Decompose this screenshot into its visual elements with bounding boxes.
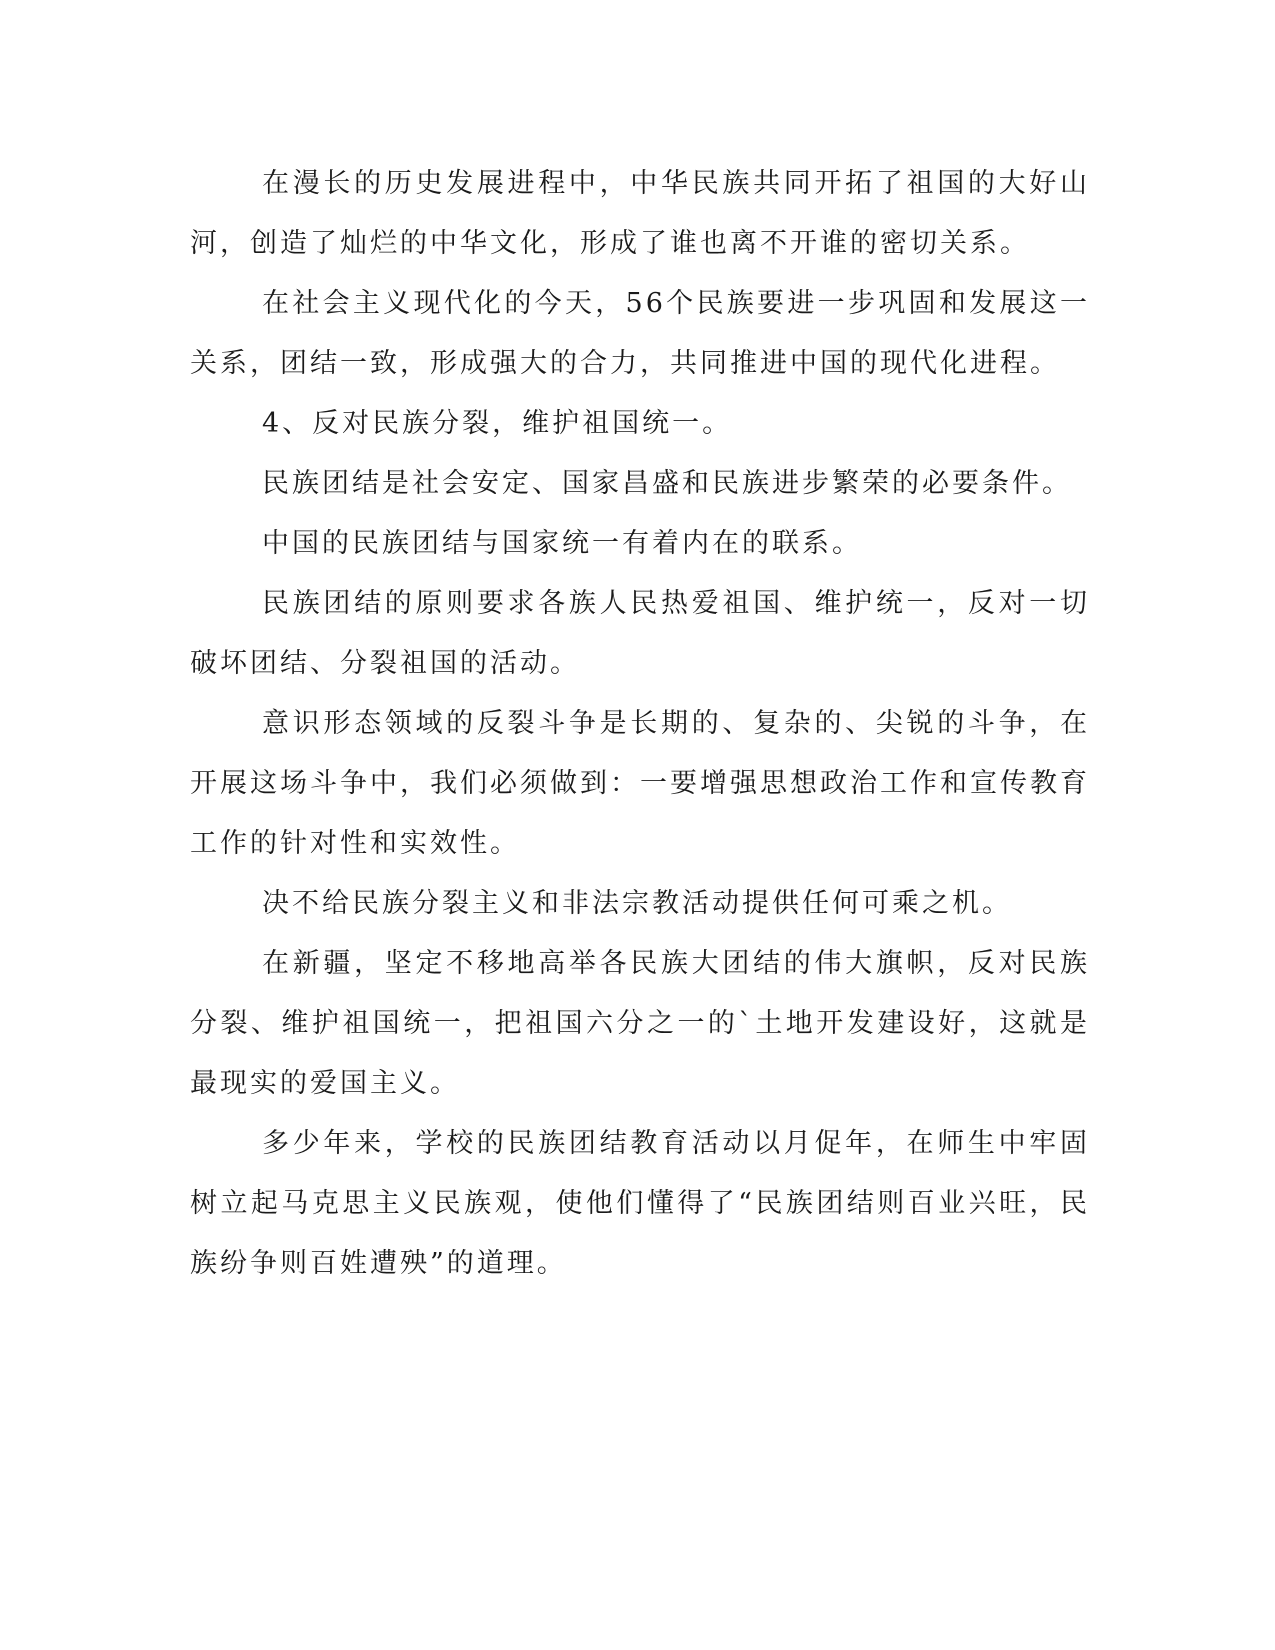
paragraph: 意识形态领域的反裂斗争是长期的、复杂的、尖锐的斗争，在开展这场斗争中，我们必须做到：一要增强思想政治工作和宣传教育工作的针对性和实效性。 bbox=[190, 708, 1090, 859]
paragraph: 民族团结是社会安定、国家昌盛和民族进步繁荣的必要条件。 bbox=[262, 468, 1072, 499]
paragraph: 4、反对民族分裂，维护祖国统一。 bbox=[262, 408, 733, 439]
document-body bbox=[190, 154, 1090, 1294]
paragraph: 在漫长的历史发展进程中，中华民族共同开拓了祖国的大好山河，创造了灿烂的中华文化，形成了谁也离不开谁的密切关系。 bbox=[190, 168, 1090, 259]
paragraph: 决不给民族分裂主义和非法宗教活动提供任何可乘之机。 bbox=[262, 888, 1012, 919]
paragraph: 在社会主义现代化的今天，56个民族要进一步巩固和发展这一关系，团结一致，形成强大的合力，共同推进中国的现代化进程。 bbox=[190, 288, 1090, 379]
paragraph: 中国的民族团结与国家统一有着内在的联系。 bbox=[262, 528, 862, 559]
paragraph: 在新疆，坚定不移地高举各民族大团结的伟大旗帜，反对民族分裂、维护祖国统一，把祖国六分之一的`土地开发建设好，这就是最现实的爱国主义。 bbox=[190, 948, 1090, 1099]
paragraph: 民族团结的原则要求各族人民热爱祖国、维护统一，反对一切破坏团结、分裂祖国的活动。 bbox=[190, 588, 1090, 679]
paragraph: 多少年来，学校的民族团结教育活动以月促年，在师生中牢固树立起马克思主义民族观，使他们懂得了“民族团结则百业兴旺，民族纷争则百姓遭殃”的道理。 bbox=[190, 1128, 1090, 1279]
